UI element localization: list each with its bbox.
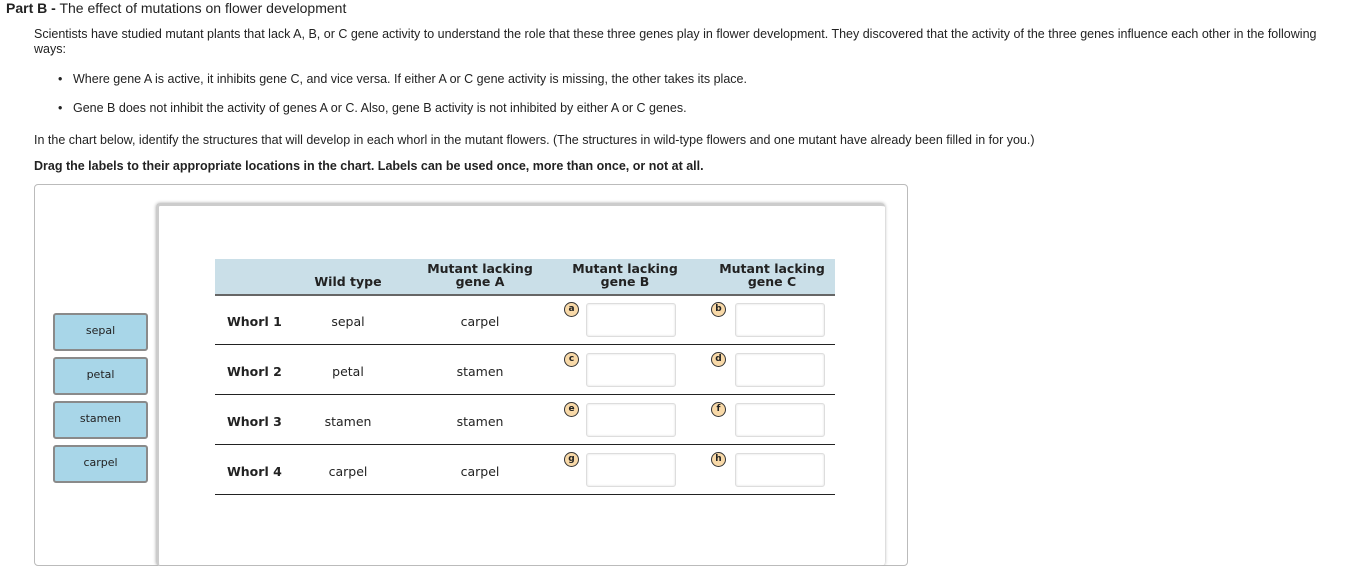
header-mutant-c: Mutant lacking gene C <box>719 261 825 289</box>
mutant-a-cell: stamen <box>456 414 504 429</box>
target-badge: c <box>564 352 579 367</box>
wild-type-cell: sepal <box>331 314 365 329</box>
instruction: In the chart below, identify the structures that will develop in each whorl in the mutant flowers. (The structures in wild-type flowers and one mutant have already been filled in for you.) <box>34 133 1035 147</box>
target-badge: e <box>564 402 579 417</box>
header-mutant-a: Mutant lacking gene A <box>427 261 533 289</box>
label-petal[interactable]: petal <box>53 357 148 395</box>
mutant-a-cell: carpel <box>460 464 500 479</box>
drop-target-mutant-c[interactable] <box>735 353 825 387</box>
target-badge: a <box>564 302 579 317</box>
drop-target-mutant-b[interactable] <box>586 303 676 337</box>
drop-target-mutant-b[interactable] <box>586 403 676 437</box>
target-badge: d <box>711 352 726 367</box>
table-row <box>215 395 835 445</box>
table-header <box>215 259 835 296</box>
target-badge: g <box>564 452 579 467</box>
wild-type-cell: carpel <box>328 464 368 479</box>
header-wild-type: Wild type <box>314 274 382 289</box>
label-stamen[interactable]: stamen <box>53 401 148 439</box>
part-title: Part B - The effect of mutations on flower development <box>6 0 347 16</box>
intro-text: Scientists have studied mutant plants that lack A, B, or C gene activity to understand the role that these three genes play in flower development. They discovered that the activity of the three genes influence each other in the following ways: <box>34 27 1317 56</box>
drag-instruction: Drag the labels to their appropriate locations in the chart. Labels can be used once, more than once, or not at all. <box>34 159 704 173</box>
drop-target-mutant-c[interactable] <box>735 303 825 337</box>
whorl-label: Whorl 4 <box>227 464 282 479</box>
header-mutant-b: Mutant lacking gene B <box>572 261 678 289</box>
wild-type-cell: petal <box>332 364 364 379</box>
target-badge: b <box>711 302 726 317</box>
whorl-label: Whorl 2 <box>227 364 282 379</box>
target-badge: h <box>711 452 726 467</box>
drop-target-mutant-c[interactable] <box>735 403 825 437</box>
label-sepal[interactable]: sepal <box>53 313 148 351</box>
whorl-label: Whorl 1 <box>227 314 282 329</box>
drop-target-mutant-b[interactable] <box>586 453 676 487</box>
whorl-label: Whorl 3 <box>227 414 282 429</box>
mutant-a-cell: stamen <box>456 364 504 379</box>
drop-target-mutant-c[interactable] <box>735 453 825 487</box>
table-row <box>215 445 835 495</box>
mutant-a-cell: carpel <box>460 314 500 329</box>
table-row <box>215 345 835 395</box>
target-badge: f <box>711 402 726 417</box>
drop-target-mutant-b[interactable] <box>586 353 676 387</box>
wild-type-cell: stamen <box>324 414 372 429</box>
table-row <box>215 295 835 345</box>
label-carpel[interactable]: carpel <box>53 445 148 483</box>
